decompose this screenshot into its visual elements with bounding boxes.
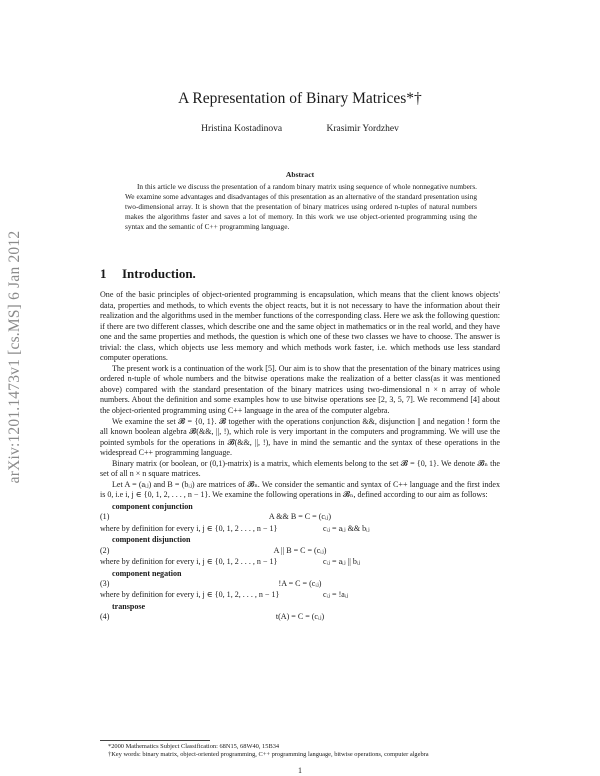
paragraph: Binary matrix (or boolean, or (0,1)-matrix) is a matrix, which elements belong to the set 𝓑 = {0, 1}. We denote 𝓑ₙ the set of all n × n square matrices. xyxy=(100,458,500,479)
arxiv-stamp: arXiv:1201.1473v1 [cs.MS] 6 Jan 2012 xyxy=(6,230,23,484)
equation-where xyxy=(100,524,500,535)
equation-4 xyxy=(100,612,500,623)
equation-where xyxy=(100,590,500,601)
paragraph: The present work is a continuation of the work [5]. Our aim is to show that the presentation of the binary matrices using ordered n-tuple of whole numbers and the bitwise operations make the realization of a better class(as it was mentioned above) compared with the standard presentation of the binary matrices using two-dimensional n × n array of whole numbers. About the definition and some examples how to use bitwise operations see [2, 3, 5, 7]. We recommend [4] about the object-oriented programming using C++ language in the area of the computer algebra. xyxy=(100,363,500,416)
footnotes xyxy=(100,743,500,759)
equation-number: (1) xyxy=(100,512,110,522)
paper-title: A Representation of Binary Matrices*† xyxy=(178,90,422,107)
page-number: 1 xyxy=(298,766,302,775)
paragraph: One of the basic principles of object-oriented programming is encapsulation, which means that the client knows objects' data, properties and methods, to which events the object reacts, but it is not necessary to have the information about their realization and the algorithms used in the member functions of the corresponding class. Here we ask the following question: if there are two different classes, which describe one and the same object in mathematics or in the real world, and they have one and the same properties and methods, the question is which one of these two classes we have to choose. The answer is trivial: the class, which objects use less memory and which methods work faster, i.e. which methods use less standard computer operations. xyxy=(100,290,500,363)
operation-name: component conjunction xyxy=(112,501,193,511)
paragraph: Let A = (aᵢⱼ) and B = (bᵢⱼ) are matrices of 𝓑ₙ. We consider the semantic and syntax of C++ language and the first index is 0, i.e i, j ∈ {0, 1, 2, . . . , n − 1}. We examine the following operations in 𝓑ₙ, defined according to our aim as follows: xyxy=(100,479,500,500)
section-number: 1 xyxy=(100,266,107,281)
equation-number: (3) xyxy=(100,579,110,589)
authors xyxy=(0,124,600,134)
body-text xyxy=(100,290,500,624)
equation-3 xyxy=(100,579,500,590)
author-2: Krasimir Yordzhev xyxy=(326,124,399,134)
section-title: Introduction. xyxy=(122,266,196,281)
footnote: †Key words: binary matrix, object-oriented programming, C++ programming language, bitwise operations, computer algebra xyxy=(108,751,429,759)
equation-formula: t(A) = C = (cᵢⱼ) xyxy=(275,612,325,622)
footnote-rule xyxy=(100,740,210,741)
where-condition: cᵢⱼ = aᵢⱼ || bᵢⱼ xyxy=(323,556,361,566)
where-text: where by definition for every i, j ∈ {0, 1, 2, . . . , n − 1} xyxy=(100,590,280,600)
equation-2 xyxy=(100,546,500,557)
equation-where xyxy=(100,557,500,568)
equation-formula: A && B = C = (cᵢⱼ) xyxy=(268,512,332,522)
paragraph: We examine the set 𝓑 = {0, 1}. 𝓑 together with the operations conjunction &&, disjunction || and negation ! form the all known boolean algebra 𝓑(&&, ||, !), which role is very important in the computers and programming. We will use the pointed symbols for the operations in 𝓑(&&, ||, !), have in mind the semantic and the syntax of these operations in the widespread C++ programming language. xyxy=(100,416,500,458)
abstract-heading: Abstract xyxy=(285,170,315,179)
equation-1 xyxy=(100,512,500,523)
equation-formula: A || B = C = (cᵢⱼ) xyxy=(273,545,327,555)
equation-number: (2) xyxy=(100,545,110,555)
equation-number: (4) xyxy=(100,612,110,622)
operation-name: component disjunction xyxy=(112,535,191,545)
where-text: where by definition for every i, j ∈ {0, 1, 2 . . . , n − 1} xyxy=(100,556,278,566)
operation-name: transpose xyxy=(112,602,146,612)
equation-formula: !A = C = (cᵢⱼ) xyxy=(278,579,322,589)
where-condition: cᵢⱼ = aᵢⱼ && bᵢⱼ xyxy=(323,523,370,533)
abstract-text: In this article we discuss the presentation of a random binary matrix using sequence of whole nonnegative numbers. We examine some advantages and disadvantages of this presentation as an alternative of the standard presentation using two-dimensional array. It is shown that the presentation of binary matrices using ordered n-tuples of natural numbers makes the algorithms faster and saves a lot of memory. In this work we use object-oriented programming using the syntax and the semantic of C++ programming language. xyxy=(125,182,477,232)
footnote: *2000 Mathematics Subject Classification: 68N15, 68W40, 15B34 xyxy=(108,743,280,750)
operation-name: component negation xyxy=(112,568,182,578)
section-heading xyxy=(100,266,196,282)
author-1: Hristina Kostadinova xyxy=(201,124,283,134)
where-condition: cᵢⱼ = !aᵢⱼ xyxy=(323,590,349,600)
where-text: where by definition for every i, j ∈ {0, 1, 2 . . . , n − 1} xyxy=(100,523,278,533)
